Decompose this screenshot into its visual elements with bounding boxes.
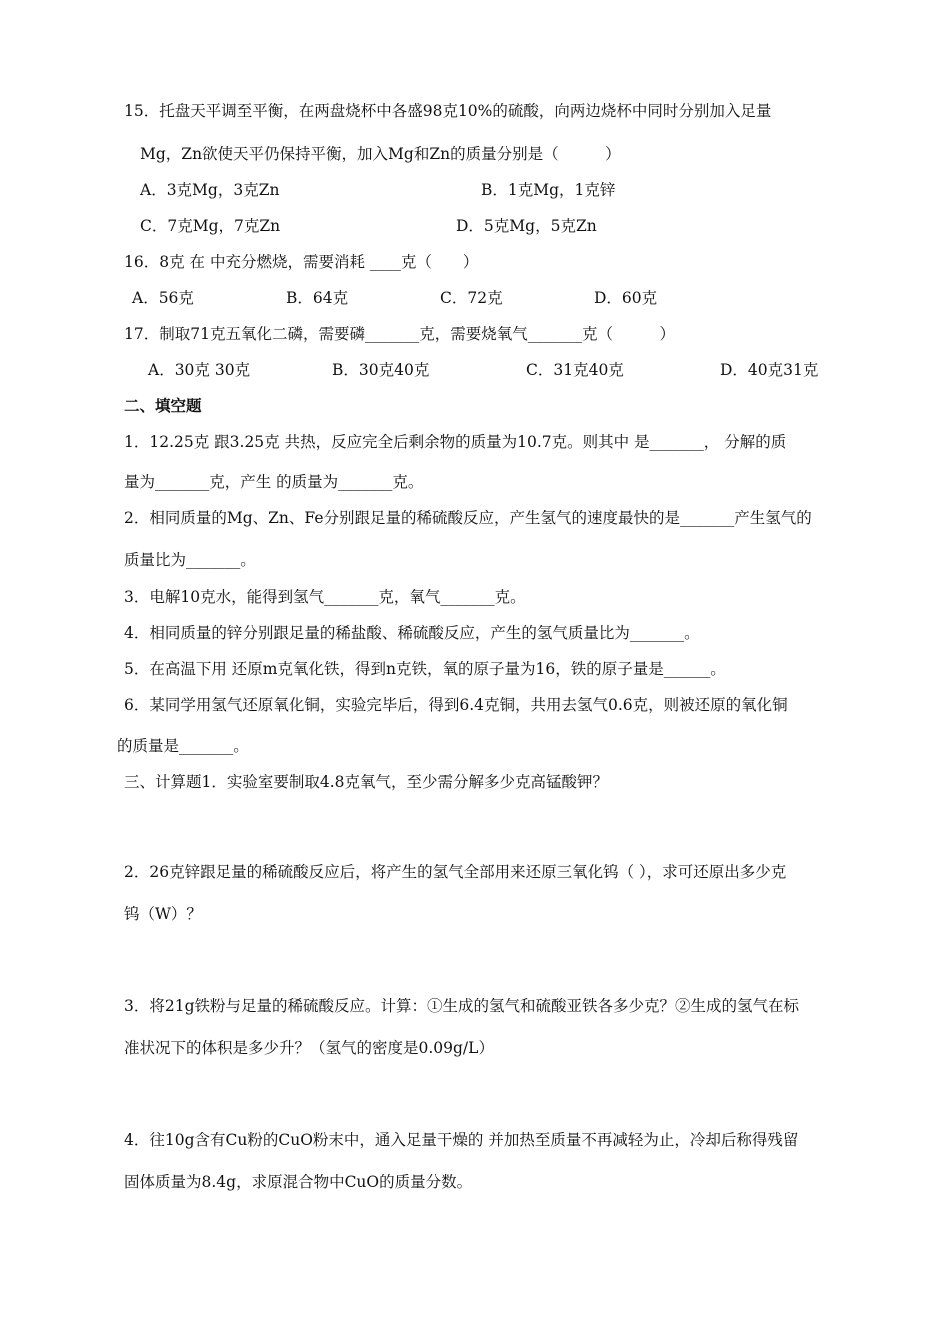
q15-option-b: B．1克Mg，1克锌: [481, 181, 616, 199]
calc4-line1: 4．往10g含有Cu粉的CuO粉末中，通入足量干燥的 并加热至质量不再减轻为止，冷却后称得残留: [124, 1131, 799, 1149]
q15-stem-line1: 15．托盘天平调至平衡，在两盘烧杯中各盛98克10%的硫酸，向两边烧杯中同时分别加入足量: [124, 102, 772, 120]
fill1-line2: 量为_______克，产生 的质量为_______克。: [124, 473, 424, 491]
q17-option-a: A．30克 30克: [148, 361, 251, 379]
fill4: 4．相同质量的锌分别跟足量的稀盐酸、稀硫酸反应，产生的氢气质量比为_______。: [124, 624, 700, 642]
q16-option-b: B．64克: [286, 289, 349, 307]
q16-option-d: D．60克: [594, 289, 658, 307]
fill2-line2: 质量比为_______。: [124, 551, 256, 569]
calc1: 三、计算题1．实验室要制取4.8克氧气，至少需分解多少克高锰酸钾？: [124, 773, 609, 791]
fill6-line2: 的质量是_______。: [117, 737, 249, 755]
q15-option-a: A．3克Mg，3克Zn: [140, 181, 280, 199]
q17-option-b: B．30克40克: [332, 361, 430, 379]
calc4-line2: 固体质量为8.4g，求原混合物中CuO的质量分数。: [124, 1173, 473, 1191]
q15-stem-line2: Mg，Zn欲使天平仍保持平衡，加入Mg和Zn的质量分别是（ ）: [140, 145, 621, 163]
calc3-line1: 3．将21g铁粉与足量的稀硫酸反应。计算：①生成的氢气和硫酸亚铁各多少克？②生成的氢气在标: [124, 997, 800, 1015]
q16-stem: 16．8克 在 中充分燃烧，需要消耗 ____克（ ）: [124, 253, 479, 271]
calc2-line1: 2．26克锌跟足量的稀硫酸反应后，将产生的氢气全部用来还原三氧化钨（ ），求可还原出多少克: [124, 863, 787, 881]
q15-option-d: D．5克Mg，5克Zn: [456, 217, 597, 235]
calc3-line2: 准状况下的体积是多少升？（氢气的密度是0.09g/L）: [124, 1039, 494, 1057]
q16-option-a: A．56克: [132, 289, 194, 307]
q15-option-c: C．7克Mg，7克Zn: [140, 217, 281, 235]
fill3: 3．电解10克水，能得到氢气_______克，氧气_______克。: [124, 588, 526, 606]
fill2-line1: 2．相同质量的Mg、Zn、Fe分别跟足量的稀硫酸反应，产生氢气的速度最快的是_______产生氢气的: [124, 509, 812, 527]
q17-option-d: D．40克31克: [720, 361, 819, 379]
fill5: 5．在高温下用 还原m克氧化铁，得到n克铁，氧的原子量为16，铁的原子量是______。: [124, 660, 726, 678]
section2-heading: 二、填空题: [124, 396, 202, 415]
calc2-line2: 钨（W）？: [124, 905, 202, 923]
q17-option-c: C．31克40克: [526, 361, 624, 379]
fill1-line1: 1．12.25克 跟3.25克 共热，反应完全后剩余物的质量为10.7克。则其中 是_______， 分解的质: [124, 433, 787, 451]
fill6-line1: 6．某同学用氢气还原氧化铜，实验完毕后，得到6.4克铜，共用去氢气0.6克，则被还原的氧化铜: [124, 696, 788, 714]
q16-option-c: C．72克: [440, 289, 503, 307]
q17-stem: 17．制取71克五氧化二磷，需要磷_______克，需要烧氧气_______克（ ）: [124, 325, 675, 343]
